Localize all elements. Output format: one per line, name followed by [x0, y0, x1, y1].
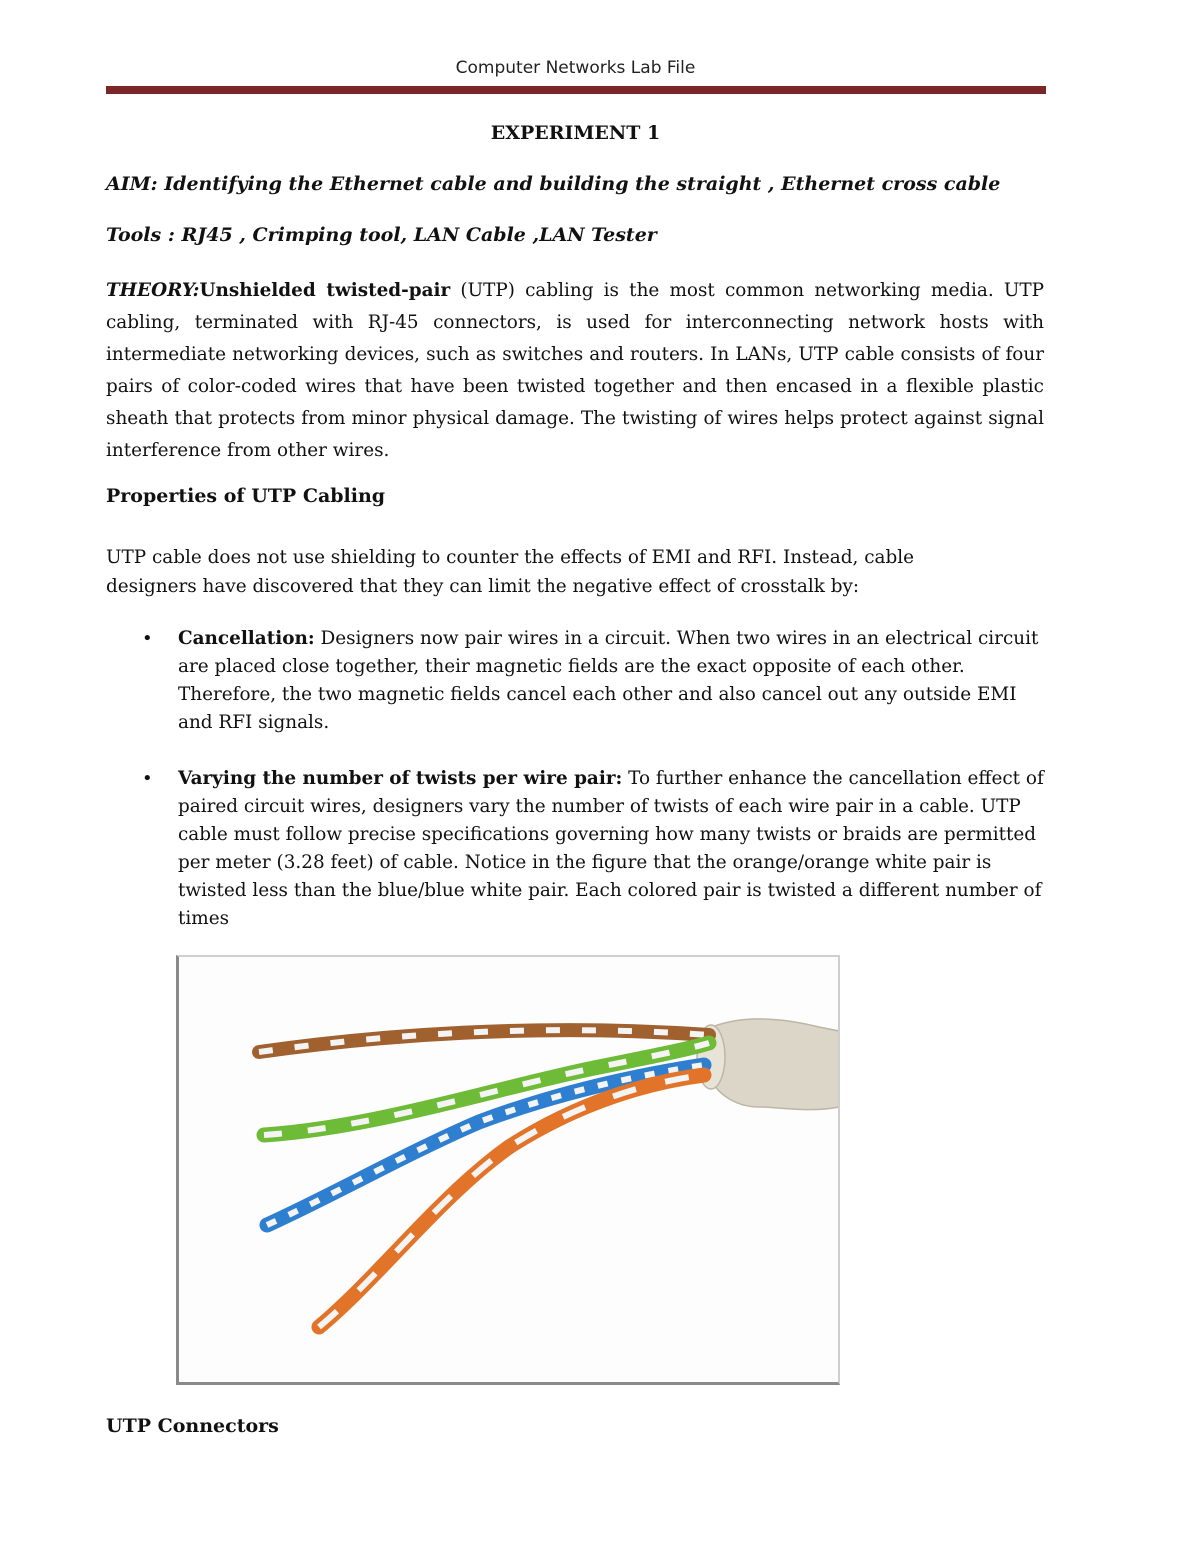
theory-term: Unshielded twisted-pair: [199, 280, 451, 301]
bullet-marker: •: [142, 768, 153, 789]
brown-pair-wire: [259, 1030, 709, 1052]
properties-heading: Properties of UTP Cabling: [106, 485, 386, 507]
theory-label: THEORY:: [106, 280, 200, 301]
properties-intro: UTP cable does not use shielding to counter the effects of EMI and RFI. Instead, cable designers have discovered that they can limit the negative effect of crosstalk by:: [106, 547, 915, 597]
experiment-title: EXPERIMENT 1: [490, 122, 661, 144]
bullet-term: Cancellation:: [178, 628, 315, 649]
bullet-term: Varying the number of twists per wire pair:: [178, 768, 623, 789]
bullet-text: To further enhance the cancellation effect of paired circuit wires, designers vary the number of twists of each wire pair in a cable. UTP cable must follow precise specifications governing how many twists or braids are permitted per meter (3.28 feet) of cable. Notice in the figure that the orange/orange white pair is twisted less than the blue/blue white pair. Each colored pair is twisted a different number of times: [178, 768, 1044, 929]
theory-body: (UTP) cabling is the most common networking media. UTP cabling, terminated with RJ-45 connectors, is used for interconnecting network hosts with intermediate networking devices, such as switches and routers. In LANs, UTP cable consists of four pairs of color-coded wires that have been twisted together and then encased in a flexible plastic sheath that protects from minor physical damage. The twisting of wires helps protect against signal interference from other wires.: [106, 280, 1044, 461]
bullet-text: Designers now pair wires in a circuit. When two wires in an electrical circuit are placed close together, their magnetic fields are the exact opposite of each other. Therefore, the two magnetic fields cancel each other and also cancel out any outside EMI and RFI signals.: [178, 628, 1039, 733]
list-item: [106, 625, 1056, 737]
aim-line: AIM: Identifying the Ethernet cable and building the straight , Ethernet cross cable: [106, 173, 1001, 195]
tools-line: Tools : RJ45 , Crimping tool, LAN Cable ,LAN Tester: [106, 224, 657, 246]
header-divider: [106, 86, 1046, 94]
cable-jacket: [697, 1019, 839, 1110]
theory-paragraph: [106, 275, 1044, 467]
list-item: [106, 765, 1056, 933]
bullet-marker: •: [142, 628, 153, 649]
page-header: Computer Networks Lab File: [455, 58, 696, 78]
utp-cable-figure: [176, 955, 840, 1385]
connectors-heading: UTP Connectors: [106, 1415, 279, 1437]
utp-cable-image: [179, 957, 839, 1383]
properties-list: [106, 625, 1056, 961]
